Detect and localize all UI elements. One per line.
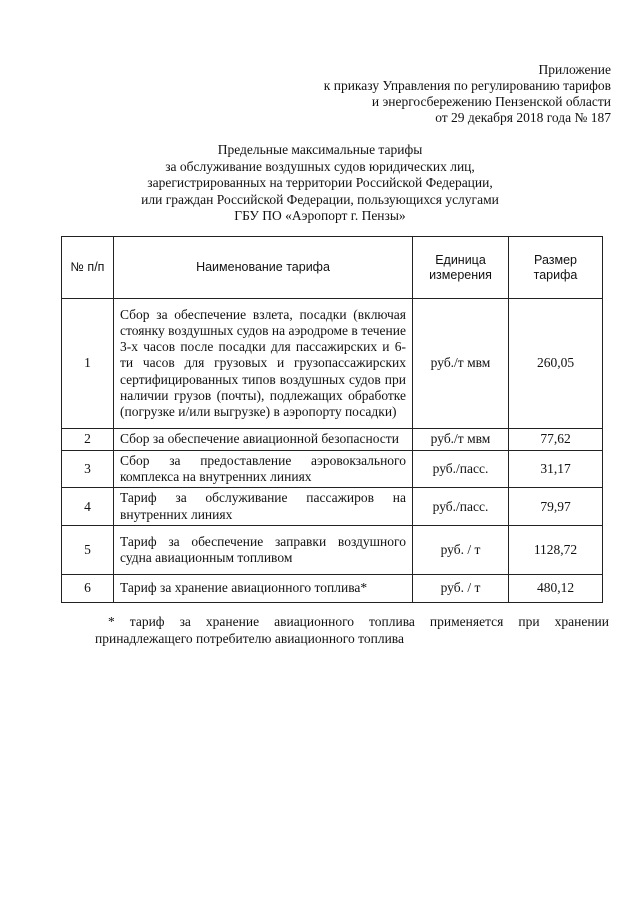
table-header-row bbox=[62, 237, 603, 299]
appendix-line: Приложение bbox=[538, 62, 611, 77]
row-unit: руб./т мвм bbox=[413, 429, 509, 451]
row-size: 79,97 bbox=[509, 488, 603, 525]
title-line: или граждан Российской Федерации, пользующихся услугами bbox=[141, 191, 499, 207]
row-name: Сбор за обеспечение взлета, посадки (включая стоянку воздушных судов на аэродроме в течение 3-х часов после посадки для пассажирских и 6-ти часов для грузовых и грузопассажирских сертифицированных типов воздушных судов при наличии грузов (почты), подлежащих обработке (погрузке и/или выгрузке) в аэропорту посадки) bbox=[114, 299, 413, 429]
row-name: Тариф за хранение авиационного топлива* bbox=[114, 574, 413, 602]
appendix-header bbox=[324, 62, 611, 126]
row-size: 77,62 bbox=[509, 429, 603, 451]
row-name: Сбор за предоставление аэровокзального комплекса на внутренних линиях bbox=[114, 451, 413, 488]
header-name: Наименование тарифа bbox=[114, 237, 413, 299]
title-line: Предельные максимальные тарифы bbox=[217, 142, 423, 157]
row-size: 480,12 bbox=[509, 574, 603, 602]
row-unit: руб./т мвм bbox=[413, 299, 509, 429]
row-unit: руб. / т bbox=[413, 525, 509, 574]
appendix-line: от 29 декабря 2018 года № 187 bbox=[435, 110, 611, 125]
table-row bbox=[62, 451, 603, 488]
row-name: Тариф за обслуживание пассажиров на внутренних линиях bbox=[114, 488, 413, 525]
row-size: 260,05 bbox=[509, 299, 603, 429]
row-name: Тариф за обеспечение заправки воздушного судна авиационным топливом bbox=[114, 525, 413, 574]
title-line: за обслуживание воздушных судов юридических лиц, bbox=[165, 158, 475, 174]
row-unit: руб. / т bbox=[413, 574, 509, 602]
row-unit: руб./пасс. bbox=[413, 488, 509, 525]
header-unit: Единица измерения bbox=[413, 237, 509, 299]
row-size: 1128,72 bbox=[509, 525, 603, 574]
appendix-line: к приказу Управления по регулированию тарифов bbox=[323, 78, 611, 93]
row-size: 31,17 bbox=[509, 451, 603, 488]
title-line: ГБУ ПО «Аэропорт г. Пензы» bbox=[234, 208, 406, 223]
row-num: 1 bbox=[62, 299, 114, 429]
header-size: Размер тарифа bbox=[509, 237, 603, 299]
row-num: 4 bbox=[62, 488, 114, 525]
table-row bbox=[62, 488, 603, 525]
tariff-table bbox=[61, 236, 603, 603]
document-title bbox=[70, 142, 570, 225]
row-num: 3 bbox=[62, 451, 114, 488]
table-row bbox=[62, 574, 603, 602]
table-row bbox=[62, 429, 603, 451]
footnote: * тариф за хранение авиационного топлива применяется при хранении принадлежащего потребителю авиационного топлива bbox=[95, 614, 609, 646]
row-num: 2 bbox=[62, 429, 114, 451]
row-unit: руб./пасс. bbox=[413, 451, 509, 488]
appendix-line: и энергосбережению Пензенской области bbox=[371, 94, 611, 109]
title-line: зарегистрированных на территории Российской Федерации, bbox=[147, 175, 493, 190]
table-row bbox=[62, 299, 603, 429]
row-num: 5 bbox=[62, 525, 114, 574]
header-num: № п/п bbox=[62, 237, 114, 299]
row-num: 6 bbox=[62, 574, 114, 602]
table-row bbox=[62, 525, 603, 574]
row-name: Сбор за обеспечение авиационной безопасности bbox=[114, 429, 413, 451]
